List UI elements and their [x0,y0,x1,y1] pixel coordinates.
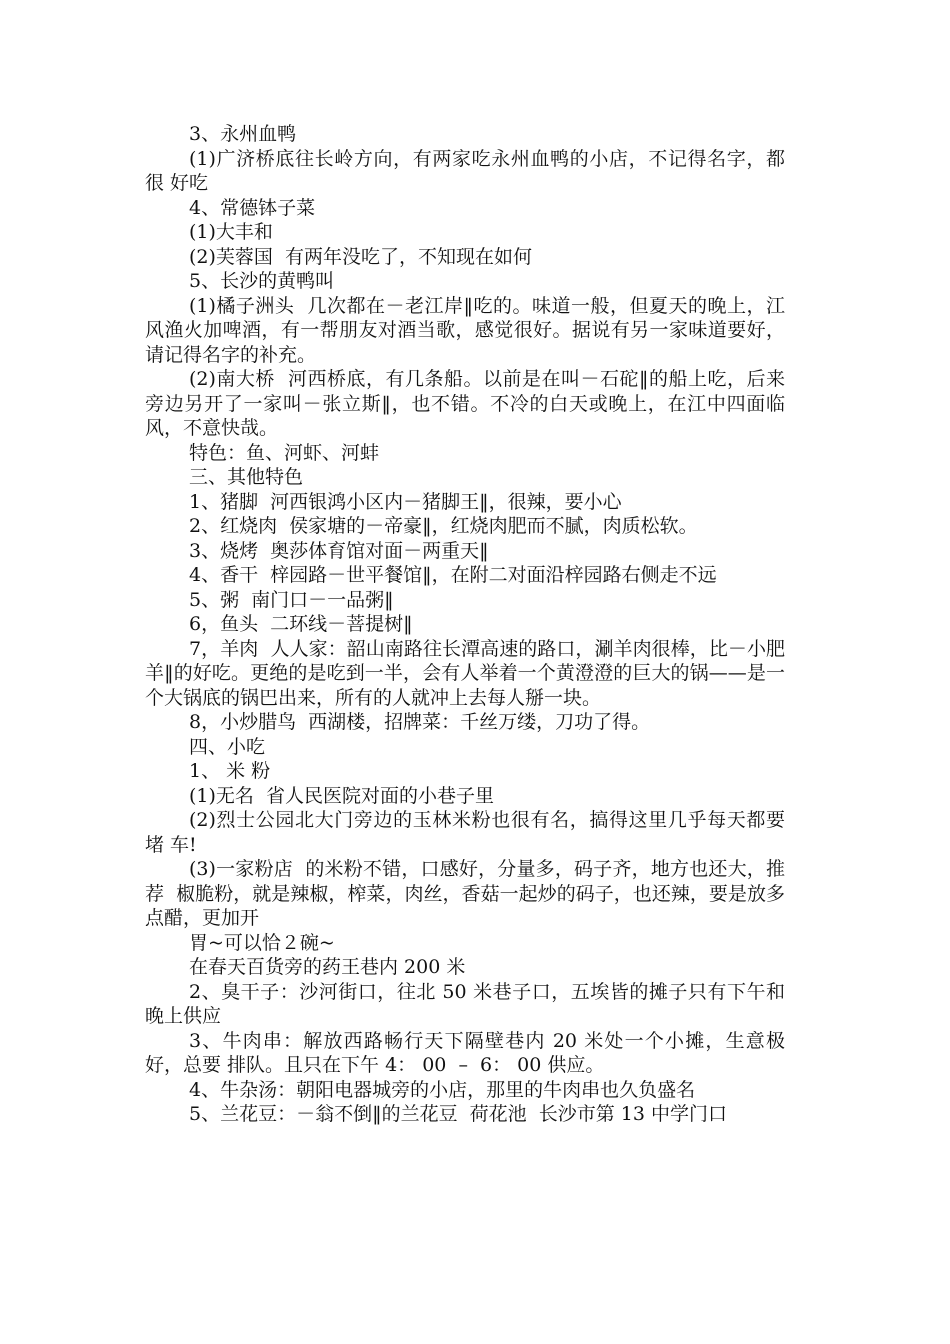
paragraph: (2)烈士公园北大门旁边的玉林米粉也很有名，搞得这里几乎每天都要堵 车! [145,809,785,856]
section-heading: 5、长沙的黄鸭叫 [189,270,335,292]
paragraph: (1)橘子洲头 几次都在－老江岸‖吃的。味道一般，但夏天的晚上，江风渔火加啤酒，有一帮朋友对酒当歌，感觉很好。据说有另一家味道要好，请记得名字的补充。 [145,294,785,366]
paragraph: (2)芙蓉国 有两年没吃了，不知现在如何 [189,245,532,268]
document-body [145,122,785,1127]
paragraph: 3、烧烤 奥莎体育馆对面－两重天‖ [189,539,489,562]
paragraph: 8，小炒腊鸟 西湖楼，招牌菜：千丝万缕，刀功了得。 [189,711,651,733]
paragraph: 胃~可以恰２碗~ [189,931,335,954]
paragraph: (3)一家粉店 的米粉不错，口感好，分量多，码子齐，地方也还大，推荐 椒脆粉，就是辣椒，榨菜，肉丝，香菇一起炒的码子，也还辣，要是放多点醋，更加开 [145,858,785,929]
paragraph: (1)大丰和 [189,221,273,243]
paragraph: 4、香干 梓园路－世平餐馆‖，在附二对面沿梓园路右侧走不远 [189,564,717,586]
paragraph: 5、兰花豆：－翁不倒‖的兰花豆 荷花池 长沙市第 13 中学门口 [189,1103,728,1125]
section-heading: 3、永州血鸭 [189,123,297,145]
section-heading: 4、常德钵子菜 [189,196,316,219]
paragraph: (1)广济桥底往长岭方向，有两家吃永州血鸭的小店，不记得名字，都很 好吃 [145,147,785,194]
paragraph: 7，羊肉 人人家：韶山南路往长潭高速的路口，涮羊肉很棒，比－小肥羊‖的好吃。更绝的是吃到一半，会有人举着一个黄澄澄的巨大的锅——是一个大锅底的锅巴出来，所有的人就冲上去每人掰一块。 [145,637,785,709]
paragraph: (2)南大桥 河西桥底，有几条船。以前是在叫－石砣‖的船上吃，后来旁边另开了一家叫－张立斯‖，也不错。不冷的白天或晚上，在江中四面临风，不意快哉。 [145,368,785,439]
paragraph: 6，鱼头 二环线－菩提树‖ [189,613,413,635]
paragraph: 在春天百货旁的药王巷内 200 米 [189,956,466,978]
paragraph: 3、牛肉串：解放西路畅行天下隔壁巷内 20 米处一个小摊，生意极好，总要 排队。且只在下午 4： 00 – 6： 00 供应。 [145,1029,785,1076]
paragraph: 1、猪脚 河西银鸿小区内－猪脚王‖，很辣，要小心 [189,490,622,513]
paragraph: (1)无名 省人民医院对面的小巷子里 [189,784,494,807]
section-heading: 1、 米 粉 [189,760,271,782]
paragraph: 2、臭干子：沙河街口，往北 50 米巷子口，五埃皆的摊子只有下午和晚上供应 [145,980,785,1027]
paragraph: 5、粥 南门口－一品粥‖ [189,588,394,611]
section-heading: 三、其他特色 [189,466,304,488]
paragraph: 特色：鱼、河虾、河蚌 [189,441,380,464]
paragraph: 4、牛杂汤：朝阳电器城旁的小店，那里的牛肉串也久负盛名 [189,1078,696,1101]
paragraph: 2、红烧肉 侯家塘的－帝豪‖，红烧肉肥而不腻，肉质松软。 [189,515,698,537]
section-heading: 四、小吃 [189,735,266,758]
